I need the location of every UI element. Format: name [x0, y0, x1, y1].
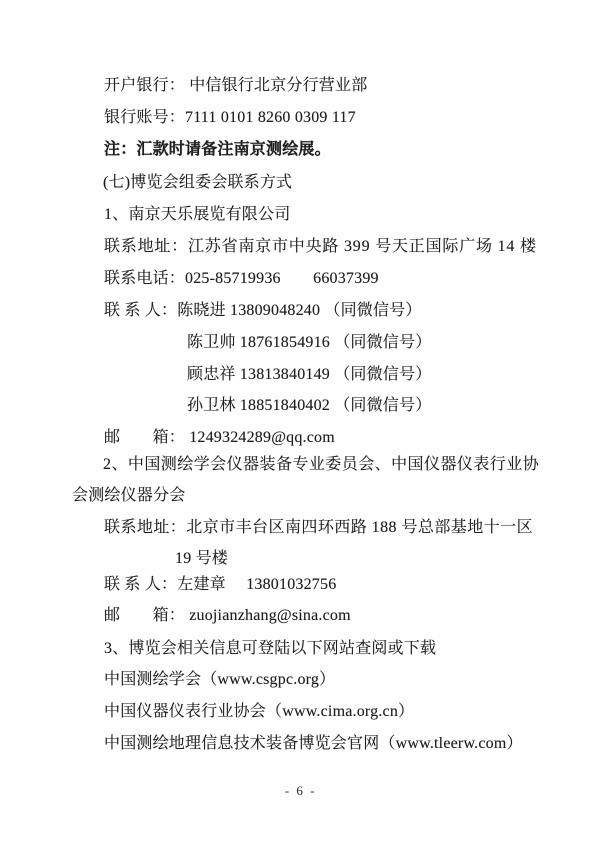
org2-contact: 联 系 人：左建章 13801032756	[104, 576, 337, 593]
bank-account-number-line: 银行账号：7111 0101 8260 0309 117	[104, 109, 356, 126]
bank-name-line: 开户银行： 中信银行北京分行营业部	[104, 77, 368, 94]
org1-contact-1: 联 系 人：陈晓进 13809048240 （同微信号）	[104, 302, 422, 319]
page-number: - 6 -	[284, 783, 317, 798]
website-tleerw: 中国测绘地理信息技术装备博览会官网（www.tleerw.com）	[104, 735, 523, 752]
org2-title-line1: 2、中国测绘学会仪器装备专业委员会、中国仪器仪表行业协	[103, 456, 540, 473]
website-csgpc: 中国测绘学会（www.csgpc.org）	[104, 671, 336, 688]
org1-contact-3: 顾忠祥 13813840149 （同微信号）	[187, 366, 432, 383]
org1-title: 1、南京天乐展览有限公司	[104, 206, 291, 223]
org2-title-line2: 会测绘仪器分会	[72, 487, 186, 504]
org1-address: 联系地址：江苏省南京市中央路 399 号天正国际广场 14 楼	[104, 238, 537, 255]
org2-address-line2: 19 号楼	[175, 550, 229, 567]
org1-email: 邮 箱： 1249324289@qq.com	[104, 429, 335, 446]
org2-email: 邮 箱： zuojianzhang@sina.com	[104, 607, 351, 624]
websites-heading: 3、博览会相关信息可登陆以下网站查阅或下载	[104, 640, 437, 657]
section-heading: (七)博览会组委会联系方式	[103, 174, 293, 191]
org1-contact-4: 孙卫林 18851840402 （同微信号）	[187, 397, 432, 414]
remittance-note-line: 注：汇款时请备注南京测绘展。	[104, 141, 331, 158]
org1-contact-2: 陈卫帅 18761854916 （同微信号）	[187, 334, 432, 351]
org1-phone: 联系电话：025-85719936 66037399	[104, 270, 379, 287]
website-cima: 中国仪器仪表行业协会（www.cima.org.cn）	[104, 703, 415, 720]
org2-address-line1: 联系地址：北京市丰台区南四环西路 188 号总部基地十一区	[104, 519, 534, 536]
